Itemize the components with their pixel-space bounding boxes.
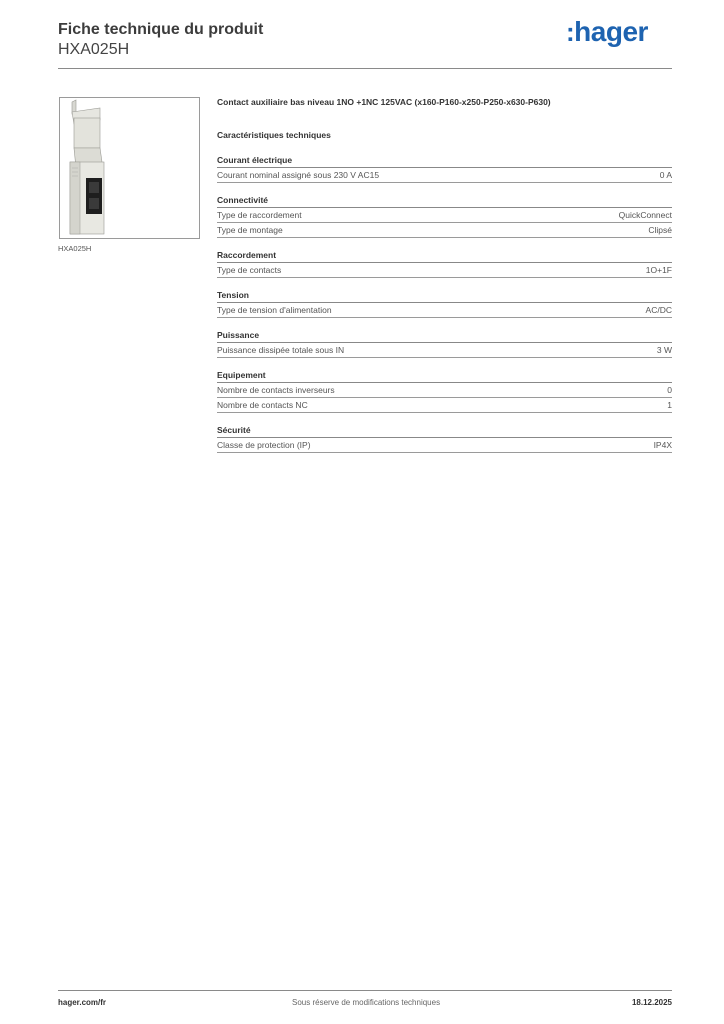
group-title: Puissance — [217, 329, 672, 343]
spec-group-tension — [217, 289, 672, 318]
group-title: Sécurité — [217, 424, 672, 438]
footer-notice: Sous réserve de modifications techniques — [292, 998, 441, 1007]
spec-row — [217, 398, 672, 413]
spec-label: Type de tension d'alimentation — [217, 305, 332, 315]
spec-row — [217, 223, 672, 238]
spec-row — [217, 438, 672, 453]
document-title: Fiche technique du produit — [58, 21, 264, 38]
spec-row — [217, 168, 672, 183]
spec-group-courant — [217, 154, 672, 183]
product-reference: HXA025H — [58, 41, 130, 58]
spec-group-raccordement — [217, 249, 672, 278]
group-title: Raccordement — [217, 249, 672, 263]
spec-label: Type de montage — [217, 225, 283, 235]
spec-value: Clipsé — [648, 225, 672, 235]
spec-content — [217, 96, 672, 464]
spec-group-equipement — [217, 369, 672, 413]
spec-label: Type de raccordement — [217, 210, 302, 220]
spec-value: 1 — [667, 400, 672, 410]
product-image — [59, 97, 200, 239]
website-link[interactable]: hager.com/fr — [58, 998, 107, 1007]
spec-value: QuickConnect — [618, 210, 672, 220]
spec-row — [217, 383, 672, 398]
footer-date: 18.12.2025 — [631, 998, 672, 1007]
spec-label: Puissance dissipée totale sous IN — [217, 345, 345, 355]
auxiliary-contact-product-icon — [60, 98, 199, 238]
group-title: Tension — [217, 289, 672, 303]
spec-value: 0 — [667, 385, 672, 395]
spec-value: 1O+1F — [645, 265, 672, 275]
spec-label: Nombre de contacts NC — [217, 400, 308, 410]
hager-logo — [566, 16, 648, 48]
section-title: Caractéristiques techniques — [217, 130, 331, 140]
spec-label: Nombre de contacts inverseurs — [217, 385, 335, 395]
spec-value: AC/DC — [645, 305, 672, 315]
spec-value: 3 W — [656, 345, 672, 355]
spec-label: Type de contacts — [217, 265, 282, 275]
image-caption: HXA025H — [58, 244, 92, 253]
spec-row — [217, 303, 672, 318]
spec-row — [217, 208, 672, 223]
header-divider — [58, 68, 672, 69]
spec-value: IP4X — [653, 440, 672, 450]
spec-label: Courant nominal assigné sous 230 V AC15 — [217, 170, 380, 180]
group-title: Connectivité — [217, 194, 672, 208]
group-title: Equipement — [217, 369, 672, 383]
footer-divider — [58, 990, 672, 991]
logo-text: hager — [574, 16, 648, 47]
spec-group-securite — [217, 424, 672, 453]
spec-label: Classe de protection (IP) — [217, 440, 311, 450]
spec-row — [217, 343, 672, 358]
spec-row — [217, 263, 672, 278]
group-title: Courant électrique — [217, 154, 672, 168]
spec-group-puissance — [217, 329, 672, 358]
logo-dots-icon: : — [566, 17, 575, 47]
product-description: Contact auxiliaire bas niveau 1NO +1NC 125VAC (x160-P160-x250-P250-x630-P630) — [217, 97, 551, 107]
page-header — [58, 20, 263, 60]
spec-value: 0 A — [659, 170, 672, 180]
spec-group-connectivite — [217, 194, 672, 238]
